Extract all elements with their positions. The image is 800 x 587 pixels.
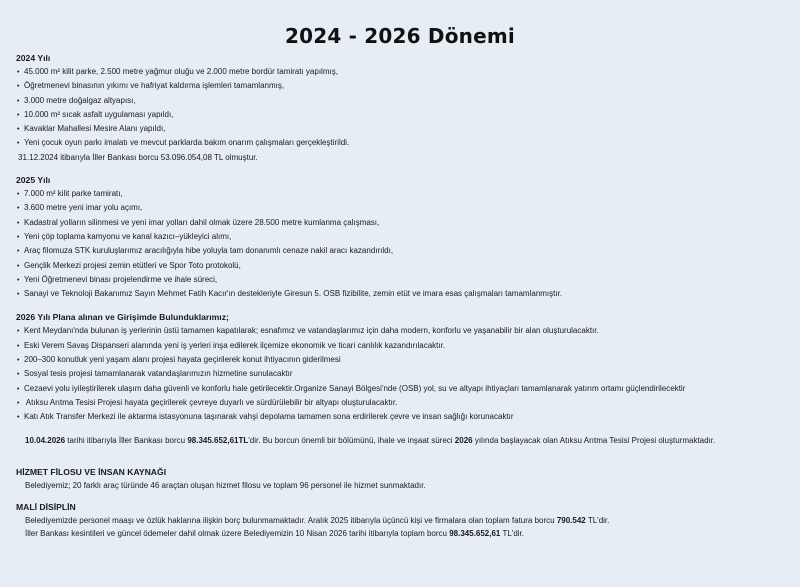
list-item: • 10.000 m² sıcak asfalt uygulaması yapıldı,: [17, 109, 174, 119]
list-item: • Araç filomuza STK kuruluşlarımız aracılığıyla hibe yoluyla tam donanımlı cenaze nakil aracı kazandırıldı,: [17, 246, 394, 256]
list-item: • Cezaevi yolu iyileştirilerek ulaşım daha güvenli ve konforlu hale getirilecektir.Organize Sanayi Bölgesi'nde (OSB) yol, su ve altyapı ihtiyaçları tamamlanarak yatırım ortamı güçlendirilecektir: [17, 383, 686, 393]
heading-fleet: HİZMET FİLOSU VE İNSAN KAYNAĞI: [16, 466, 167, 477]
list-2026: [16, 324, 792, 424]
list-item: • 45.000 m² kilit parke, 2.500 metre yağmur oluğu ve 2.000 metre bordür tamiratı yapılmış,: [17, 67, 338, 76]
heading-2025: 2025 Yılı: [16, 175, 51, 186]
list-2025: [16, 187, 792, 301]
list-item: • Kent Meydanı'nda bulunan iş yerlerinin üstü tamamen kapatılarak; esnafımız ve vatandaşlarımız için daha modern, konforlu ve yaşanabilir bir alan oluşturulacaktır.: [17, 326, 599, 336]
debt-paragraph: 10.04.2026 tarihi itibarıyla İller Bankası borcu 98.345.652,61TL'dir. Bu borcun önemli bir bölümünü, ihale ve inşaat süreci 2026 yılında başlayacak olan Atıksu Arıtma Tesisi Projesi oluşturmaktadır.: [25, 435, 716, 445]
list-item: • Katı Atık Transfer Merkezi ile aktarma istasyonuna taşınarak vahşi depolama tamamen sona erdirilerek çevre ve insan sağlığı korunacaktır: [17, 412, 514, 422]
list-item: • 7.000 m² kilit parke tamiratı,: [17, 189, 123, 199]
list-item: • Yeni çocuk oyun parkı imalatı ve mevcut parklarda bakım onarım çalışmaları gerçekleştirildi.: [17, 138, 350, 148]
list-item: • Kadastral yolların silinmesi ve yeni imar yolları dahil olmak üzere 28.500 metre kumlanma çalışması,: [17, 217, 380, 227]
heading-2026: 2026 Yılı Plana alınan ve Girişimde Bulunduklarımız;: [16, 312, 229, 323]
list-item: • 3.600 metre yeni imar yolu açımı,: [17, 203, 143, 213]
finance-line-1: Belediyemizde personel maaşı ve özlük haklarına ilişkin borç bulunmamaktadır. Aralık 2025 itibarıyla üçüncü kişi ve firmalara olan toplam fatura borcu 790.542 TL'dir.: [25, 515, 610, 525]
page-title: 2024 - 2026 Dönemi: [285, 24, 515, 48]
finance-line-2: İller Bankası kesintileri ve güncel ödemeler dahil olmak üzere Belediyemizin 10 Nisan 2026 tarihi itibarıyla toplam borcu 98.345.652,61 TL'dir.: [25, 529, 525, 539]
list-2024: [16, 65, 792, 151]
list-item: • Sosyal tesis projesi tamamlanarak vatandaşlarımızın hizmetine sunulacaktır: [17, 369, 293, 379]
list-item: • 200–300 konutluk yeni yaşam alanı projesi hayata geçirilerek konut ihtiyacının giderilmesi: [17, 355, 341, 365]
list-item: • Yeni çöp toplama kamyonu ve kanal kazıcı–yükleyici alımı,: [17, 231, 232, 241]
list-item: • Sanayi ve Teknoloji Bakanımız Sayın Mehmet Fatih Kacır'ın destekleriyle Giresun 5. OSB fizibilite, zemin etüt ve imara esas çalışmaları tamamlanmıştır.: [17, 289, 563, 299]
list-item: • Yeni Öğretmenevi binası projelendirme ve ihale süreci,: [17, 274, 218, 284]
list-item: • Öğretmenevi binasının yıkımı ve hafriyat kaldırma işlemleri tamamlanmış,: [17, 81, 285, 91]
list-item: • Kavaklar Mahallesi Mesire Alanı yapıldı,: [17, 124, 166, 134]
list-item: • Gençlik Merkezi projesi zemin etütleri ve Spor Toto protokolü,: [17, 260, 241, 270]
fleet-text: Belediyemiz; 20 farklı araç türünde 46 araçtan oluşan hizmet filosu ve toplam 96 personel ile hizmet sunmaktadır.: [25, 480, 426, 490]
list-item: • Eski Verem Savaş Dispanseri alanında yeni iş yerleri inşa edilerek ilçemize ekonomik ve ticari canlılık kazandırılacaktır.: [17, 340, 446, 350]
heading-finance: MALİ DİSİPLİN: [16, 501, 76, 512]
list-item: • 3.000 metre doğalgaz altyapısı,: [17, 95, 136, 105]
heading-2024: 2024 Yılı: [16, 53, 51, 63]
note-2024: 31.12.2024 itibarıyla İller Bankası borcu 53.096.054,08 TL olmuştur.: [18, 152, 258, 162]
list-item: • Atıksu Arıtma Tesisi Projesi hayata geçirilerek çevreye duyarlı ve sürdürülebilir bir altyapı oluşturulacaktır.: [17, 397, 398, 407]
document-body: [16, 52, 792, 540]
